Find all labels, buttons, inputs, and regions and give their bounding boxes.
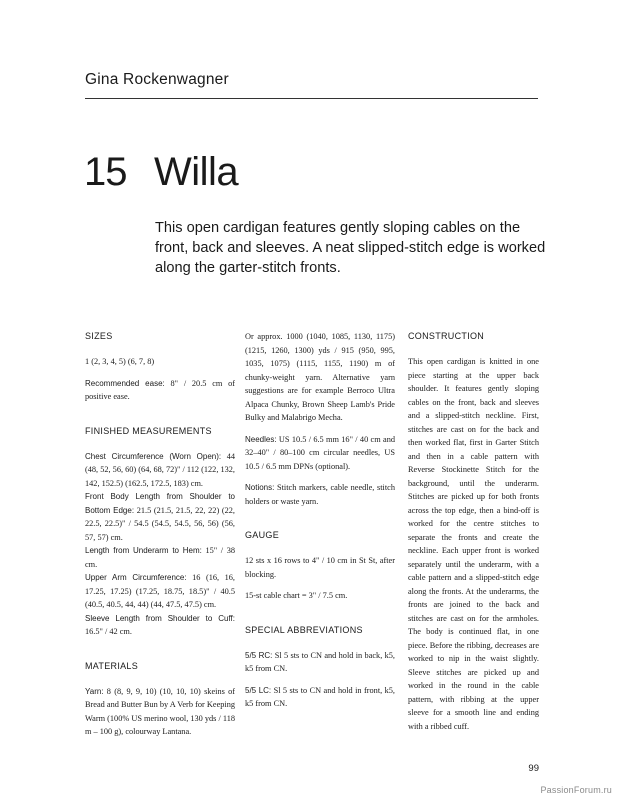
ease-label: Recommended ease: bbox=[85, 378, 165, 388]
measurement-text: 21.5 (21.5, 21.5, 22, 22) (22, 22.5, 22.5)" / 54.5 (54.5, 54.5, 56, 56) (56, 57, 57) cm. bbox=[85, 505, 235, 542]
cable-chart-gauge: 15-st cable chart = 3" / 7.5 cm. bbox=[245, 591, 348, 600]
abbreviation-item bbox=[245, 684, 395, 711]
measurement-item bbox=[85, 490, 235, 544]
measurement-label: Length from Underarm to Hem: bbox=[85, 546, 202, 555]
abbreviation-text: Sl 5 sts to CN and hold in front, k5, k5 from CN. bbox=[245, 685, 396, 708]
notions-text: Stitch markers, cable needle, stitch holders or waste yarn. bbox=[245, 483, 395, 506]
abbreviation-label: 5/5 LC: bbox=[245, 685, 272, 695]
measurement-text: 44 (48, 52, 56, 60) (64, 68, 72)" / 112 (122, 132, 142, 152.5) (162.5, 172.5, 183) cm. bbox=[85, 451, 235, 488]
page-number: 99 bbox=[528, 763, 539, 774]
sizes-heading: SIZES bbox=[85, 331, 113, 341]
needles-text: US 10.5 / 6.5 mm 16" / 40 cm and 32–40" / 80–100 cm circular needles, US 10.5 / 6.5 mm DPNs (optional). bbox=[245, 434, 395, 471]
construction-heading: CONSTRUCTION bbox=[408, 331, 485, 341]
ease-text: 8" / 20.5 cm of positive ease. bbox=[85, 378, 236, 401]
measurement-item bbox=[85, 571, 235, 612]
finished-measurements-heading: FINISHED MEASUREMENTS bbox=[85, 425, 212, 436]
pattern-intro: This open cardigan features gently sloping cables on the front, back and sleeves. A neat slipped-stitch edge is worked along the garter-stitch fronts. bbox=[155, 220, 546, 276]
measurement-item bbox=[85, 450, 235, 491]
measurement-label: Upper Arm Circumference: bbox=[85, 573, 187, 582]
gauge-heading: GAUGE bbox=[245, 530, 280, 540]
measurement-text: 16 (16, 16, 17.25, 17.25) (17.25, 18.75, 18.5)" / 40.5 (40.5, 40.5, 44, 44) (44, 47.5, 47.5) cm. bbox=[85, 573, 235, 609]
designer-name: Gina Rockenwagner bbox=[85, 71, 229, 88]
needles-label: Needles: bbox=[245, 434, 277, 444]
measurement-item bbox=[85, 544, 235, 571]
measurement-label: Sleeve Length from Shoulder to Cuff: bbox=[85, 613, 235, 623]
pattern-title: Willa bbox=[154, 150, 239, 194]
measurement-label: Front Body Length from Shoulder to Bottom Edge: bbox=[85, 492, 235, 515]
gauge-text: 12 sts x 16 rows to 4" / 10 cm in St St, after blocking. bbox=[245, 556, 395, 579]
header-rule bbox=[85, 98, 538, 99]
abbreviation-item bbox=[245, 649, 395, 676]
abbreviation-label: 5/5 RC: bbox=[245, 650, 273, 660]
yarn-alternatives: Or approx. 1000 (1040, 1085, 1130, 1175) (1215, 1260, 1300) yds / 915 (950, 995, 1035, 1075) (1115, 1155, 1190) m of chunky-weight yarn. Alternative yarn suggestions are for example Berroco Ultra Alpaca Chunky, Brown Sheep Lamb's Pride Bulky and Malabrigo Mecha. bbox=[245, 332, 395, 422]
yarn-text: 8 (8, 9, 9, 10) (10, 10, 10) skeins of Bread and Butter Bun by A Verb for Keeping Warm (100% US merino wool, 130 yds / 118 m – 100 g), colourway Lantana. bbox=[85, 686, 235, 736]
abbreviations-heading: SPECIAL ABBREVIATIONS bbox=[245, 624, 363, 635]
yarn-label: Yarn: bbox=[85, 686, 104, 696]
watermark: PassionForum.ru bbox=[540, 785, 612, 795]
sizes-values: 1 (2, 3, 4, 5) (6, 7, 8) bbox=[85, 357, 155, 366]
yarn-info bbox=[85, 685, 235, 739]
recommended-ease bbox=[85, 377, 235, 404]
notions-info bbox=[245, 481, 395, 508]
measurement-text: 16.5" / 42 cm. bbox=[85, 627, 132, 636]
column-1 bbox=[85, 330, 235, 739]
pattern-number: 15 bbox=[84, 150, 127, 194]
materials-heading: MATERIALS bbox=[85, 660, 139, 671]
measurement-text: 15" / 38 cm. bbox=[85, 546, 235, 569]
measurement-label: Chest Circumference (Worn Open): bbox=[85, 451, 222, 461]
abbreviation-text: Sl 5 sts to CN and hold in back, k5, k5 from CN. bbox=[245, 650, 396, 673]
measurement-item bbox=[85, 612, 235, 639]
column-2 bbox=[245, 330, 395, 711]
construction-text: This open cardigan is knitted in one piece starting at the upper back shoulder. It features gently sloping cables on the front, back and sleeves and a slipped-stitch neckline. First, stitches are cast on for the back and then worked flat, first in Garter Stitch and then in a cable pattern with Reverse Stockinette Stitch for the background, until the underarm. Stitches are picked up for both fronts across the top edge, then a bind-off is worked for the centre stitches to separate the fronts and create the neckline. Each upper front is worked separately until the underarm, with a cable pattern and a slipped-stitch edge along the fronts. At the underarms, the fronts are joined to the back and stitches are cast on for the armholes. The body is continued flat, in one piece. Before the ribbing, decreases are worked to nip in the waist slightly. Sleeve stitches are picked up and worked in the round in the cable pattern, with ribbing at the upper sleeve for a smooth line and ending with a ribbed cuff. bbox=[408, 357, 539, 731]
column-3 bbox=[408, 330, 539, 733]
notions-label: Notions: bbox=[245, 483, 275, 492]
needles-info bbox=[245, 433, 395, 474]
